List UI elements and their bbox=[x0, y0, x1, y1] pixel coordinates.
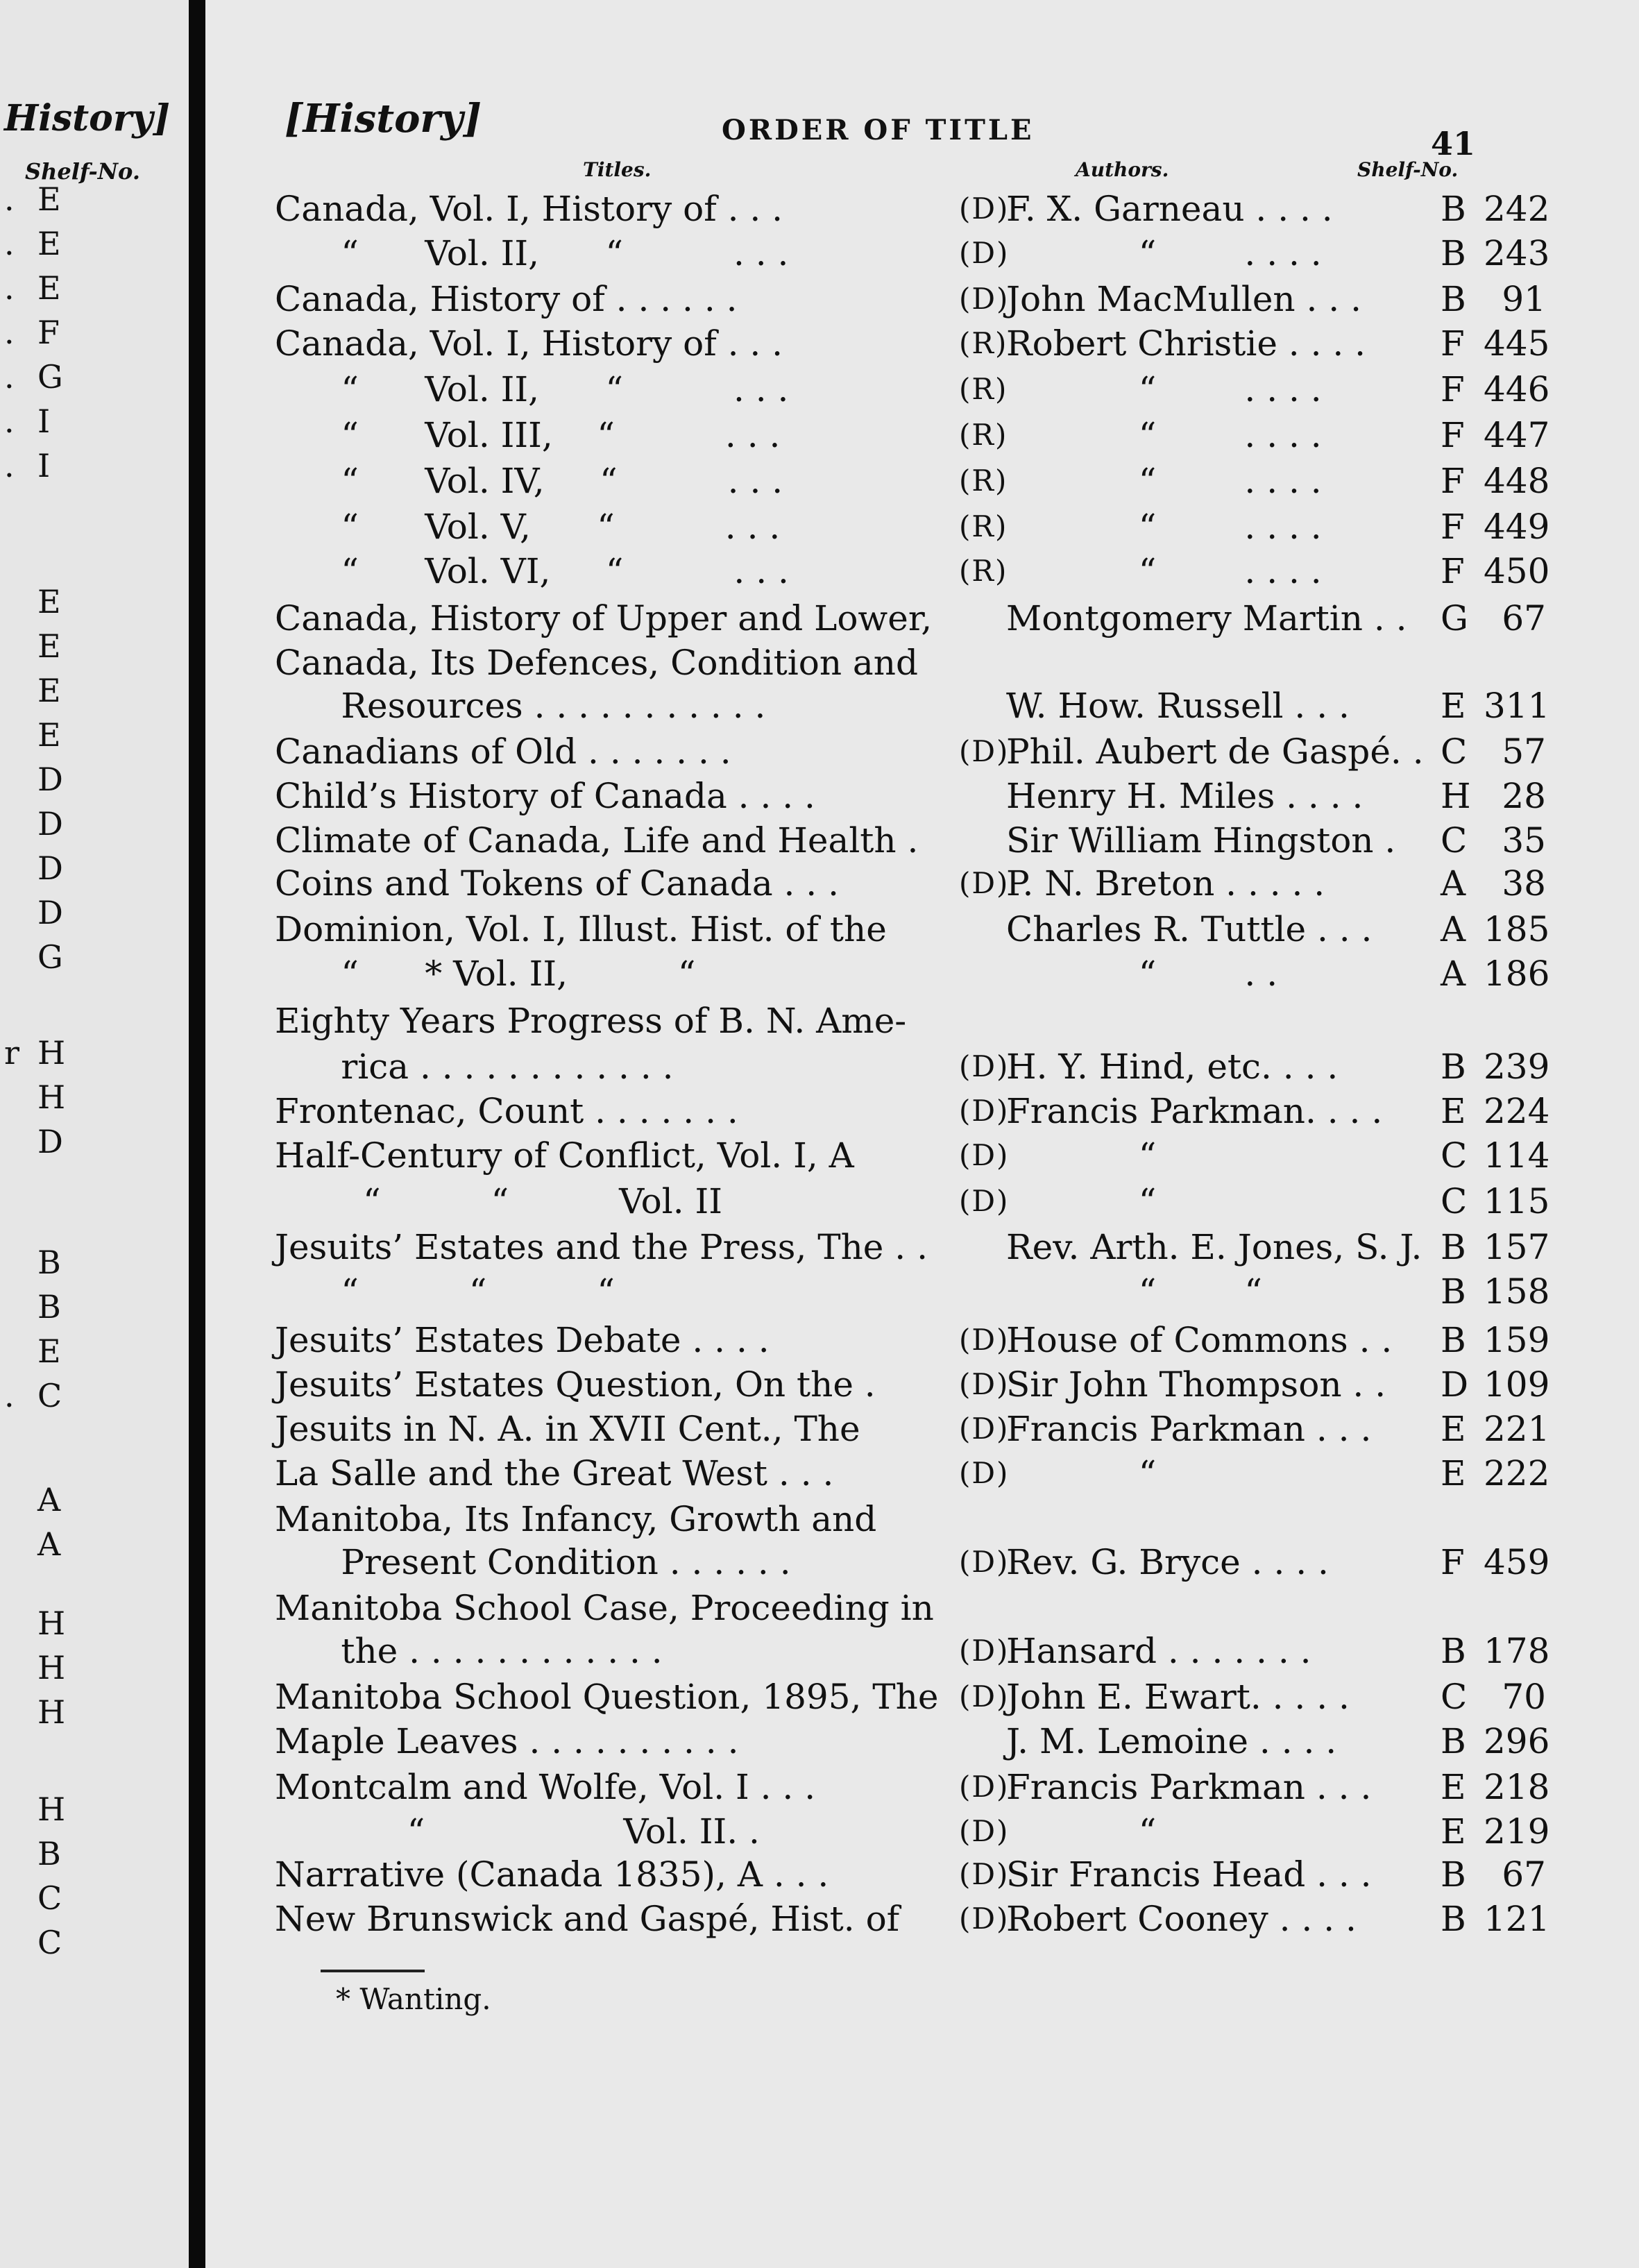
catalog-row bbox=[275, 1270, 1621, 1313]
shelf-number: 239 bbox=[1484, 1047, 1550, 1087]
entry-author: “ bbox=[1006, 1453, 1157, 1493]
left-page-sc: F bbox=[37, 314, 60, 351]
left-page-sc: D bbox=[37, 849, 63, 887]
edition-mark: (D) bbox=[959, 1049, 1010, 1083]
catalog-row bbox=[275, 1498, 1621, 1541]
left-page-sc: H bbox=[37, 1649, 66, 1686]
footnote: * Wanting. bbox=[336, 1982, 491, 2016]
left-page-sc: D bbox=[37, 1123, 63, 1160]
section-header: [History] bbox=[285, 96, 482, 142]
left-page-row bbox=[4, 849, 133, 891]
entry-author: Sir William Hingston . bbox=[1006, 820, 1396, 861]
edition-mark: (D) bbox=[959, 1857, 1010, 1891]
left-page-sc: B bbox=[37, 1244, 61, 1281]
catalog-row bbox=[275, 550, 1621, 593]
catalog-row bbox=[275, 322, 1621, 365]
catalog-row bbox=[275, 1319, 1621, 1362]
left-page-sc: B bbox=[37, 1288, 61, 1326]
catalog-row bbox=[275, 862, 1621, 905]
page-number: 41 bbox=[1431, 125, 1476, 162]
shelf-number: 242 bbox=[1484, 189, 1550, 229]
catalog-row bbox=[275, 187, 1621, 230]
left-page-row bbox=[4, 1288, 133, 1330]
left-page-row bbox=[4, 716, 133, 758]
shelf-class: B bbox=[1441, 189, 1466, 229]
authors-column-header: Authors. bbox=[1076, 158, 1169, 181]
left-page-sc: B bbox=[37, 1835, 61, 1872]
shelf-class: B bbox=[1441, 1721, 1466, 1761]
entry-title: Present Condition . . . . . . bbox=[275, 1542, 791, 1582]
left-page-lead: . bbox=[4, 269, 15, 307]
left-page-row bbox=[4, 1525, 133, 1567]
shelf-number: 459 bbox=[1484, 1542, 1550, 1582]
entry-author: Phil. Aubert de Gaspé. . bbox=[1006, 731, 1424, 772]
catalog-row bbox=[275, 1180, 1621, 1223]
left-page-sc: G bbox=[37, 938, 63, 976]
shelf-number: 67 bbox=[1502, 1854, 1546, 1895]
shelf-number: 185 bbox=[1484, 909, 1550, 949]
entry-author: Robert Cooney . . . . bbox=[1006, 1899, 1357, 1939]
shelf-number: 91 bbox=[1502, 279, 1546, 319]
entry-author: H. Y. Hind, etc. . . . bbox=[1006, 1047, 1339, 1087]
entry-title: La Salle and the Great West . . . bbox=[275, 1453, 834, 1493]
shelf-class: B bbox=[1441, 1227, 1466, 1267]
edition-mark: (R) bbox=[959, 509, 1008, 543]
shelf-number: 296 bbox=[1484, 1721, 1550, 1761]
left-page-row bbox=[4, 1693, 133, 1735]
catalog-row bbox=[275, 999, 1621, 1042]
left-page-row bbox=[4, 1605, 133, 1646]
page-title: ORDER OF TITLE bbox=[722, 114, 1035, 146]
entry-author: Francis Parkman. . . . bbox=[1006, 1091, 1383, 1131]
left-page-sc: C bbox=[37, 1924, 62, 1961]
left-page-row bbox=[4, 761, 133, 802]
edition-mark: (D) bbox=[959, 1634, 1010, 1668]
left-page-row bbox=[4, 1244, 133, 1285]
catalog-row bbox=[275, 1675, 1621, 1718]
entry-author: Robert Christie . . . . bbox=[1006, 323, 1366, 364]
book-spine bbox=[189, 0, 205, 2268]
left-page-sc: C bbox=[37, 1377, 62, 1414]
shelf-number: 221 bbox=[1484, 1409, 1550, 1449]
entry-author: Rev. Arth. E. Jones, S. J. bbox=[1006, 1227, 1423, 1267]
entry-title: Montcalm and Wolfe, Vol. I . . . bbox=[275, 1767, 816, 1807]
catalog-row bbox=[275, 684, 1621, 727]
left-page-lead: . bbox=[4, 358, 15, 396]
edition-mark: (R) bbox=[959, 554, 1008, 588]
shelf-class: E bbox=[1441, 1453, 1466, 1493]
entry-title: Manitoba School Case, Proceeding in bbox=[275, 1588, 934, 1628]
entry-author: “ . . . . bbox=[1006, 461, 1322, 501]
left-page-sc: D bbox=[37, 894, 63, 931]
entry-author: House of Commons . . bbox=[1006, 1320, 1393, 1360]
shelf-number: 243 bbox=[1484, 233, 1550, 273]
left-page-row bbox=[4, 672, 133, 713]
shelf-number: 445 bbox=[1484, 323, 1550, 364]
catalog-row bbox=[275, 1452, 1621, 1495]
left-page-sc: G bbox=[37, 358, 63, 396]
entry-author: Sir Francis Head . . . bbox=[1006, 1854, 1372, 1895]
entry-title: Canada, Its Defences, Condition and bbox=[275, 643, 918, 683]
entry-title: Eighty Years Progress of B. N. Ame- bbox=[275, 1001, 907, 1041]
edition-mark: (R) bbox=[959, 372, 1008, 406]
left-page-row bbox=[4, 314, 133, 355]
catalog-row bbox=[275, 278, 1621, 321]
entry-title: Dominion, Vol. I, Illust. Hist. of the bbox=[275, 909, 887, 949]
catalog-row bbox=[275, 641, 1621, 684]
edition-mark: (D) bbox=[959, 1094, 1010, 1128]
footnote-rule bbox=[321, 1970, 425, 1972]
shelf-number: 67 bbox=[1502, 598, 1546, 638]
shelf-number: 38 bbox=[1502, 863, 1546, 904]
entry-title: “ “ Vol. II bbox=[275, 1181, 723, 1221]
entry-title: “ Vol. III, “ . . . bbox=[275, 415, 781, 455]
shelf-number: 57 bbox=[1502, 731, 1546, 772]
left-page-sc: E bbox=[37, 583, 61, 620]
catalog-row bbox=[275, 505, 1621, 548]
shelf-class: C bbox=[1441, 820, 1468, 861]
catalog-row bbox=[275, 1541, 1621, 1584]
entry-author: “ . . . . bbox=[1006, 507, 1322, 547]
entry-title: Manitoba School Question, 1895, The bbox=[275, 1677, 939, 1717]
catalog-row bbox=[275, 775, 1621, 818]
edition-mark: (D) bbox=[959, 192, 1010, 226]
shelf-class: A bbox=[1441, 954, 1466, 994]
shelf-class: E bbox=[1441, 1767, 1466, 1807]
entry-author: Charles R. Tuttle . . . bbox=[1006, 909, 1373, 949]
left-page-sc: H bbox=[37, 1791, 66, 1828]
shelf-number: 449 bbox=[1484, 507, 1550, 547]
shelf-number: 218 bbox=[1484, 1767, 1550, 1807]
edition-mark: (R) bbox=[959, 326, 1008, 360]
shelf-number: 222 bbox=[1484, 1453, 1550, 1493]
entry-title: New Brunswick and Gaspé, Hist. of bbox=[275, 1899, 900, 1939]
entry-title: Jesuits’ Estates Debate . . . . bbox=[275, 1320, 770, 1360]
entry-author: J. M. Lemoine . . . . bbox=[1006, 1721, 1337, 1761]
entry-author: “ “ bbox=[1006, 1271, 1262, 1312]
edition-mark: (D) bbox=[959, 1770, 1010, 1804]
left-page-row bbox=[4, 1332, 133, 1374]
shelf-class: D bbox=[1441, 1364, 1469, 1405]
entry-author: Francis Parkman . . . bbox=[1006, 1409, 1372, 1449]
left-page-lead: . bbox=[4, 1377, 15, 1414]
left-page bbox=[0, 0, 189, 2268]
left-page-sc: H bbox=[37, 1034, 66, 1072]
edition-mark: (R) bbox=[959, 464, 1008, 498]
shelf-class: B bbox=[1441, 1047, 1466, 1087]
shelf-number: 70 bbox=[1502, 1677, 1546, 1717]
shelf-number: 35 bbox=[1502, 820, 1546, 861]
shelf-class: A bbox=[1441, 909, 1466, 949]
left-page-sc: E bbox=[37, 269, 61, 307]
left-page-row bbox=[4, 269, 133, 311]
shelf-number: 121 bbox=[1484, 1899, 1550, 1939]
left-page-row bbox=[4, 1835, 133, 1877]
entry-author: Sir John Thompson . . bbox=[1006, 1364, 1386, 1405]
entry-title: Manitoba, Its Infancy, Growth and bbox=[275, 1499, 877, 1539]
shelf-class: C bbox=[1441, 1181, 1468, 1221]
entry-title: “ Vol. II, “ . . . bbox=[275, 369, 789, 409]
catalog-row bbox=[275, 1226, 1621, 1269]
left-page-row bbox=[4, 1377, 133, 1419]
entry-author: John MacMullen . . . bbox=[1006, 279, 1361, 319]
shelf-number: 115 bbox=[1484, 1181, 1550, 1221]
shelf-number: 28 bbox=[1502, 776, 1546, 816]
edition-mark: (D) bbox=[959, 1545, 1010, 1579]
entry-author: “ bbox=[1006, 1181, 1157, 1221]
left-page-row bbox=[4, 1924, 133, 1965]
shelf-number: 219 bbox=[1484, 1811, 1550, 1852]
edition-mark: (D) bbox=[959, 1814, 1010, 1848]
shelf-class: C bbox=[1441, 1135, 1468, 1176]
edition-mark: (D) bbox=[959, 866, 1010, 900]
left-page-sc: E bbox=[37, 1332, 61, 1370]
right-page bbox=[205, 0, 1639, 2268]
catalog-row bbox=[275, 1630, 1621, 1673]
shelf-number: 446 bbox=[1484, 369, 1550, 409]
shelf-number: 311 bbox=[1484, 686, 1550, 726]
entry-title: Narrative (Canada 1835), A . . . bbox=[275, 1854, 829, 1895]
edition-mark: (D) bbox=[959, 1456, 1010, 1490]
entry-title: Half-Century of Conflict, Vol. I, A bbox=[275, 1135, 854, 1176]
entry-author: Rev. G. Bryce . . . . bbox=[1006, 1542, 1329, 1582]
left-page-lead: . bbox=[4, 447, 15, 484]
left-page-sc: E bbox=[37, 716, 61, 754]
catalog-row bbox=[275, 908, 1621, 951]
entry-author: “ . . . . bbox=[1006, 415, 1322, 455]
shelf-class: E bbox=[1441, 1091, 1466, 1131]
shelf-class: B bbox=[1441, 279, 1466, 319]
left-page-row bbox=[4, 627, 133, 669]
entry-author: “ . . . . bbox=[1006, 369, 1322, 409]
shelf-class: C bbox=[1441, 731, 1468, 772]
shelf-class: B bbox=[1441, 1899, 1466, 1939]
entry-author: “ . . . . bbox=[1006, 233, 1322, 273]
entry-title: Canada, History of Upper and Lower, bbox=[275, 598, 933, 638]
shelf-class: F bbox=[1441, 551, 1465, 591]
shelf-class: C bbox=[1441, 1677, 1468, 1717]
catalog-row bbox=[275, 1720, 1621, 1763]
left-page-row bbox=[4, 1078, 133, 1120]
entry-author: “ bbox=[1006, 1135, 1157, 1176]
left-page-sc: C bbox=[37, 1879, 62, 1917]
edition-mark: (D) bbox=[959, 1902, 1010, 1936]
shelf-number: 159 bbox=[1484, 1320, 1550, 1360]
catalog-row bbox=[275, 730, 1621, 773]
entry-title: “ Vol. II. . bbox=[275, 1811, 760, 1852]
entry-title: “ Vol. IV, “ . . . bbox=[275, 461, 783, 501]
shelf-class: F bbox=[1441, 461, 1465, 501]
shelf-number: 157 bbox=[1484, 1227, 1550, 1267]
left-page-lead: . bbox=[4, 314, 15, 351]
left-page-shelf-header: Shelf-No. bbox=[25, 158, 140, 185]
left-page-sc: D bbox=[37, 805, 63, 843]
shelf-number: 114 bbox=[1484, 1135, 1550, 1176]
left-page-row bbox=[4, 805, 133, 847]
catalog-row bbox=[275, 952, 1621, 995]
left-page-row bbox=[4, 938, 133, 980]
entry-title: the . . . . . . . . . . . . bbox=[275, 1631, 663, 1671]
left-page-sc: I bbox=[37, 403, 51, 440]
entry-author: Henry H. Miles . . . . bbox=[1006, 776, 1364, 816]
entry-title: Canada, History of . . . . . . bbox=[275, 279, 738, 319]
catalog-row bbox=[275, 597, 1621, 640]
shelf-number: 224 bbox=[1484, 1091, 1550, 1131]
entry-title: Child’s History of Canada . . . . bbox=[275, 776, 815, 816]
entry-title: “ Vol. V, “ . . . bbox=[275, 507, 781, 547]
left-page-lead: . bbox=[4, 180, 15, 218]
edition-mark: (D) bbox=[959, 1323, 1010, 1357]
left-page-row bbox=[4, 1123, 133, 1165]
shelf-class: A bbox=[1441, 863, 1466, 904]
left-page-row bbox=[4, 1791, 133, 1832]
catalog-row bbox=[275, 1853, 1621, 1896]
left-page-sc: E bbox=[37, 180, 61, 218]
left-page-sc: H bbox=[37, 1693, 66, 1731]
shelf-class: E bbox=[1441, 1811, 1466, 1852]
shelf-class: F bbox=[1441, 369, 1465, 409]
entry-title: Resources . . . . . . . . . . . bbox=[275, 686, 766, 726]
catalog-row bbox=[275, 459, 1621, 502]
entry-title: “ Vol. VI, “ . . . bbox=[275, 551, 789, 591]
left-page-sc: A bbox=[37, 1525, 61, 1563]
left-page-row bbox=[4, 894, 133, 936]
left-page-row bbox=[4, 1649, 133, 1691]
catalog-row bbox=[275, 1090, 1621, 1133]
catalog-row bbox=[275, 1363, 1621, 1406]
shelf-number: 178 bbox=[1484, 1631, 1550, 1671]
left-page-row bbox=[4, 1034, 133, 1076]
catalog-row bbox=[275, 1897, 1621, 1940]
left-page-row bbox=[4, 225, 133, 266]
edition-mark: (D) bbox=[959, 734, 1010, 768]
left-page-row bbox=[4, 447, 133, 489]
entry-author: P. N. Breton . . . . . bbox=[1006, 863, 1325, 904]
shelf-class: G bbox=[1441, 598, 1468, 638]
left-page-sc: E bbox=[37, 672, 61, 709]
entry-title: Climate of Canada, Life and Health . bbox=[275, 820, 919, 861]
entry-author: Hansard . . . . . . . bbox=[1006, 1631, 1311, 1671]
shelf-number: 447 bbox=[1484, 415, 1550, 455]
shelf-class: B bbox=[1441, 233, 1466, 273]
left-page-row bbox=[4, 583, 133, 625]
catalog-row bbox=[275, 1134, 1621, 1177]
entry-author: Francis Parkman . . . bbox=[1006, 1767, 1372, 1807]
left-page-row bbox=[4, 403, 133, 444]
left-page-header: History] bbox=[4, 97, 171, 139]
entry-title: Canada, Vol. I, History of . . . bbox=[275, 189, 783, 229]
left-page-sc: H bbox=[37, 1605, 66, 1642]
left-page-row bbox=[4, 180, 133, 222]
catalog-row bbox=[275, 1586, 1621, 1630]
catalog-row bbox=[275, 232, 1621, 275]
shelf-class: H bbox=[1441, 776, 1471, 816]
entry-author: “ bbox=[1006, 1811, 1157, 1852]
entry-title: “ “ “ bbox=[275, 1271, 615, 1312]
entry-title: “ Vol. II, “ . . . bbox=[275, 233, 789, 273]
edition-mark: (D) bbox=[959, 282, 1010, 316]
shelf-number: 109 bbox=[1484, 1364, 1550, 1405]
entry-author: John E. Ewart. . . . . bbox=[1006, 1677, 1350, 1717]
shelf-class: B bbox=[1441, 1271, 1466, 1312]
shelf-class: E bbox=[1441, 1409, 1466, 1449]
shelf-number: 448 bbox=[1484, 461, 1550, 501]
shelf-number: 450 bbox=[1484, 551, 1550, 591]
shelf-class: F bbox=[1441, 323, 1465, 364]
left-page-sc: D bbox=[37, 761, 63, 798]
left-page-lead: . bbox=[4, 403, 15, 440]
edition-mark: (D) bbox=[959, 1138, 1010, 1172]
shelf-class: E bbox=[1441, 686, 1466, 726]
edition-mark: (R) bbox=[959, 418, 1008, 452]
edition-mark: (D) bbox=[959, 1679, 1010, 1713]
entry-title: Jesuits’ Estates and the Press, The . . bbox=[275, 1227, 928, 1267]
entry-title: “ * Vol. II, “ bbox=[275, 954, 696, 994]
shelf-column-header: Shelf-No. bbox=[1357, 158, 1459, 181]
left-page-sc: E bbox=[37, 627, 61, 665]
entry-title: Frontenac, Count . . . . . . . bbox=[275, 1091, 738, 1131]
shelf-number: 186 bbox=[1484, 954, 1550, 994]
edition-mark: (D) bbox=[959, 236, 1010, 270]
entry-title: Maple Leaves . . . . . . . . . . bbox=[275, 1721, 739, 1761]
left-page-row bbox=[4, 1481, 133, 1523]
left-page-sc: E bbox=[37, 225, 61, 262]
left-page-sc: H bbox=[37, 1078, 66, 1116]
shelf-class: B bbox=[1441, 1320, 1466, 1360]
entry-title: rica . . . . . . . . . . . . bbox=[275, 1047, 674, 1087]
shelf-class: F bbox=[1441, 1542, 1465, 1582]
edition-mark: (D) bbox=[959, 1184, 1010, 1218]
catalog-row bbox=[275, 1407, 1621, 1450]
entry-author: “ . . bbox=[1006, 954, 1278, 994]
left-page-lead: . bbox=[4, 225, 15, 262]
edition-mark: (D) bbox=[959, 1412, 1010, 1446]
entry-title: Jesuits’ Estates Question, On the . bbox=[275, 1364, 876, 1405]
catalog-row bbox=[275, 414, 1621, 457]
left-page-sc: I bbox=[37, 447, 51, 484]
left-page-lead: r bbox=[4, 1034, 19, 1072]
shelf-number: 158 bbox=[1484, 1271, 1550, 1312]
entry-title: Coins and Tokens of Canada . . . bbox=[275, 863, 839, 904]
shelf-class: F bbox=[1441, 507, 1465, 547]
entry-author: “ . . . . bbox=[1006, 551, 1322, 591]
entry-title: Canada, Vol. I, History of . . . bbox=[275, 323, 783, 364]
left-page-sc: A bbox=[37, 1481, 61, 1518]
catalog-row bbox=[275, 819, 1621, 862]
left-page-row bbox=[4, 358, 133, 400]
shelf-class: B bbox=[1441, 1854, 1466, 1895]
catalog-row bbox=[275, 1810, 1621, 1853]
titles-column-header: Titles. bbox=[583, 158, 652, 181]
entry-title: Jesuits in N. A. in XVII Cent., The bbox=[275, 1409, 860, 1449]
shelf-class: F bbox=[1441, 415, 1465, 455]
entry-author: F. X. Garneau . . . . bbox=[1006, 189, 1333, 229]
shelf-class: B bbox=[1441, 1631, 1466, 1671]
catalog-row bbox=[275, 1766, 1621, 1809]
left-page-row bbox=[4, 1879, 133, 1921]
entry-author: Montgomery Martin . . bbox=[1006, 598, 1407, 638]
edition-mark: (D) bbox=[959, 1367, 1010, 1401]
entry-author: W. How. Russell . . . bbox=[1006, 686, 1350, 726]
catalog-row bbox=[275, 368, 1621, 411]
catalog-row bbox=[275, 1045, 1621, 1088]
entry-title: Canadians of Old . . . . . . . bbox=[275, 731, 731, 772]
